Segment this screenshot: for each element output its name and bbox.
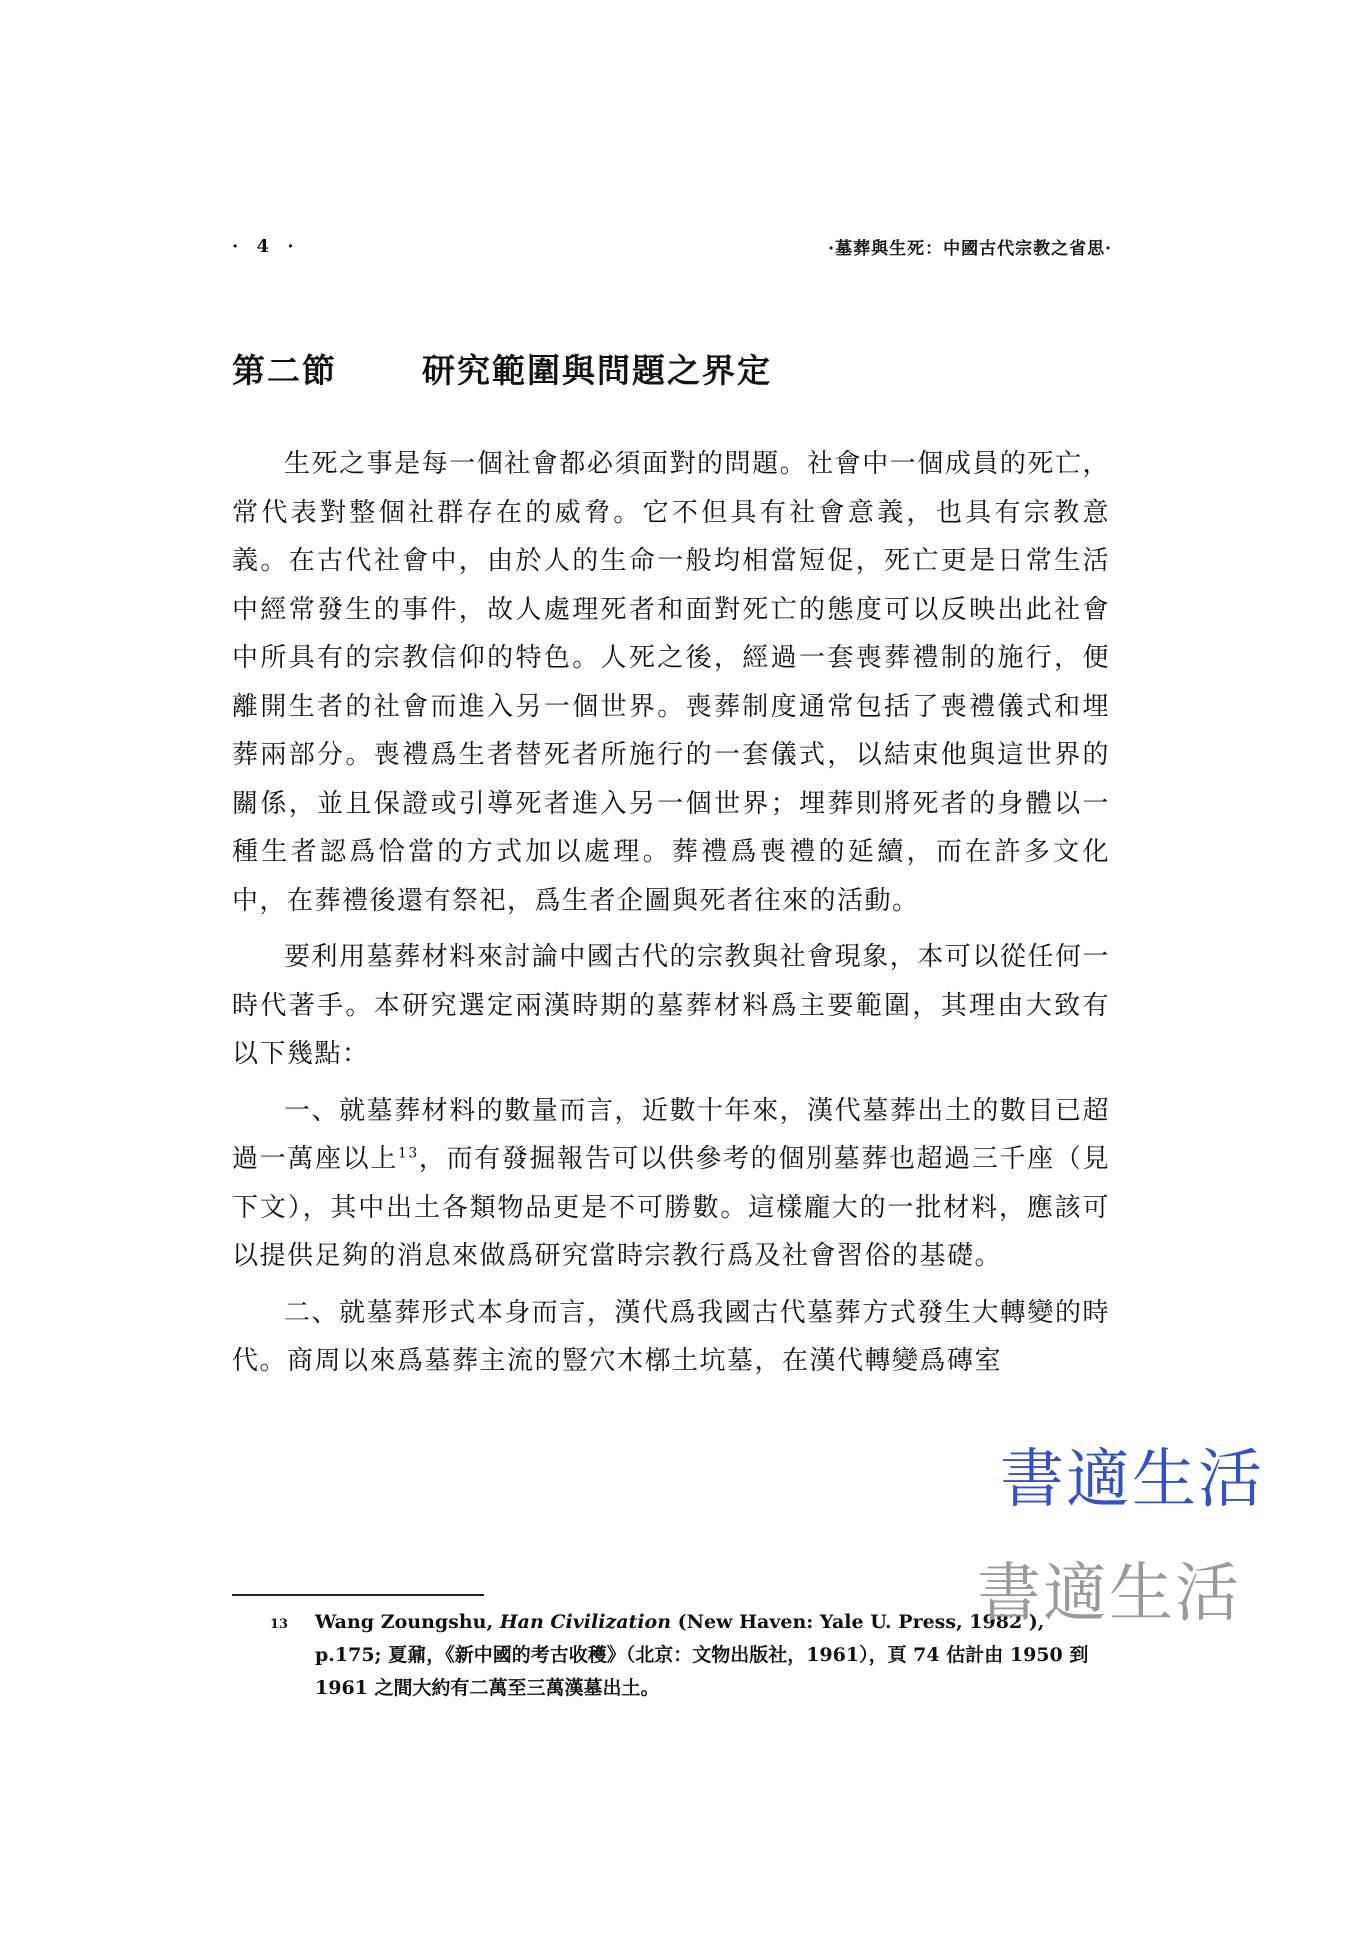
footnote-citation: (New Haven: Yale U. Press, 1982 ), p.175; 夏鼐，《新中國的考古收穫》（北京：文物出版社，1961），頁 74 估計由 1950 到 1961 之間大約有二萬至三萬漢墓出土。 [315,1611,1089,1699]
footnote-divider [232,1594,484,1596]
footnote-number: 13 [270,1617,289,1632]
footnote [270,1606,1100,1705]
watermark-blue: 書適生活 [1000,1443,1264,1517]
running-header [232,232,1112,260]
paragraph-text: 一、就墓葬材料的數量而言，近數十年來，漢代墓葬出土的數目已超過一萬座以上 [232,1095,1110,1174]
footnote-author: Wang Zoungshu, [315,1611,500,1633]
watermark-gray: 書適生活 [977,1557,1241,1631]
paragraph: 要利用墓葬材料來討論中國古代的宗教與社會現象，本可以從任何一時代著手。本研究選定兩漢時期的墓葬材料爲主要範圍，其理由大致有以下幾點： [232,942,1110,1069]
paragraph: 生死之事是每一個社會都必須面對的問題。社會中一個成員的死亡，常代表對整個社群存在的威脅。它不但具有社會意義，也具有宗教意義。在古代社會中，由於人的生命一般均相當短促，死亡更是日常生活中經常發生的事件，故人處理死者和面對死亡的態度可以反映出此社會中所具有的宗教信仰的特色。人死之後，經過一套喪葬禮制的施行，便離開生者的社會而進入另一個世界。喪葬制度通常包括了喪禮儀式和埋葬兩部分。喪禮爲生者替死者所施行的一套儀式，以結束他與這世界的關係，並且保證或引導死者進入另一個世界；埋葬則將死者的身體以一種生者認爲恰當的方式加以處理。葬禮爲喪禮的延續，而在許多文化中，在葬禮後還有祭祀，爲生者企圖與死者往來的活動。 [232,449,1110,916]
footnote-reference[interactable]: 13 [397,1145,419,1162]
section-heading [232,348,1112,394]
section-number: 第二節 [232,351,337,390]
page-number: · 4 · [232,235,300,257]
paragraph [232,1087,1110,1281]
running-title: ·墓葬與生死：中國古代宗教之省思· [828,238,1112,259]
paragraph: 二、就墓葬形式本身而言，漢代爲我國古代墓葬方式發生大轉變的時代。商周以來爲墓葬主流的豎穴木槨土坑墓，在漢代轉變爲磚室 [232,1297,1110,1376]
footnote-book-title: Han Civilization [499,1611,672,1633]
body-text [232,440,1110,1394]
paragraph-text: ，而有發掘報告可以供參考的個別墓葬也超過三千座（見下文），其中出土各類物品更是不可勝數。這樣龐大的一批材料，應該可以提供足夠的消息來做爲研究當時宗教行爲及社會習俗的基礎。 [232,1144,1110,1271]
section-title: 研究範圍與問題之界定 [422,351,772,390]
